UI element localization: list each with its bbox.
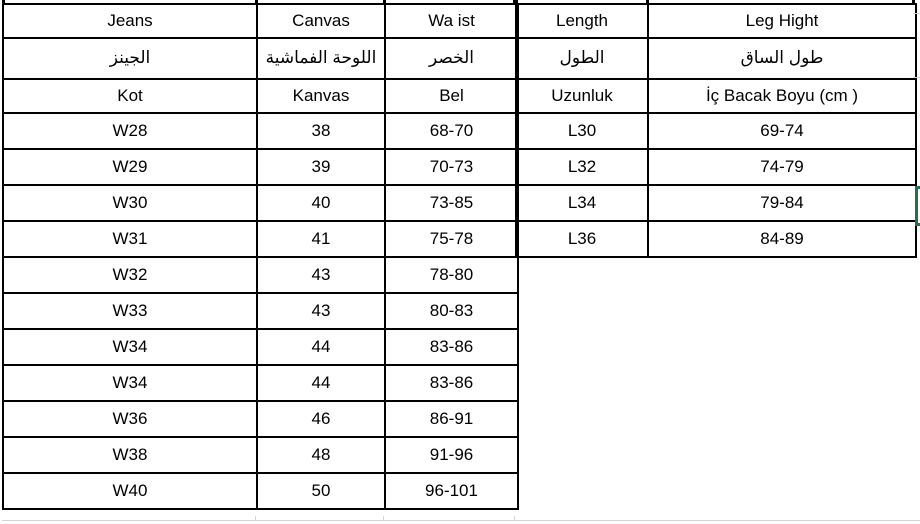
jeans-size-table — [2, 3, 519, 510]
table-cell[interactable]: 69-74 — [648, 113, 916, 149]
grid-line — [514, 516, 515, 521]
table-cell[interactable]: W34 — [3, 365, 257, 401]
table-cell[interactable]: 50 — [257, 473, 385, 509]
leg-length-table — [515, 3, 917, 258]
table-cell[interactable]: 78-80 — [385, 257, 518, 293]
header-row — [516, 79, 916, 113]
header-row — [516, 38, 916, 80]
table-cell[interactable]: 46 — [257, 401, 385, 437]
table-cell[interactable]: W38 — [3, 437, 257, 473]
header-cell[interactable]: اللوحة الفماشية — [257, 38, 385, 80]
header-cell[interactable]: Leg Hight — [648, 4, 916, 38]
table-cell[interactable]: 68-70 — [385, 113, 518, 149]
grid-line — [913, 13, 920, 14]
table-cell[interactable]: W34 — [3, 329, 257, 365]
table-cell[interactable]: W30 — [3, 185, 257, 221]
table-cell[interactable]: 48 — [257, 437, 385, 473]
table-cell[interactable]: W31 — [3, 221, 257, 257]
header-cell[interactable]: الخصر — [385, 38, 518, 80]
grid-border-stub — [513, 0, 518, 4]
table-row — [516, 149, 916, 185]
grid-border-stub — [383, 0, 386, 4]
grid-line — [913, 77, 920, 78]
table-row — [3, 401, 518, 437]
table-cell[interactable]: W29 — [3, 149, 257, 185]
header-cell[interactable]: Jeans — [3, 4, 257, 38]
header-row — [3, 79, 518, 113]
table-cell[interactable]: 44 — [257, 365, 385, 401]
header-cell[interactable]: الطول — [516, 38, 648, 80]
table-row — [516, 113, 916, 149]
table-row — [3, 293, 518, 329]
table-row — [3, 473, 518, 509]
grid-border-stub — [2, 0, 5, 4]
grid-border-stub — [646, 0, 649, 4]
header-cell[interactable]: طول الساق — [648, 38, 916, 80]
table-row — [516, 185, 916, 221]
header-cell[interactable]: Wa ist — [385, 4, 518, 38]
table-cell[interactable]: L36 — [516, 221, 648, 257]
table-cell[interactable]: 83-86 — [385, 365, 518, 401]
grid-line — [383, 516, 384, 521]
table-row — [3, 257, 518, 293]
table-row — [3, 185, 518, 221]
header-cell[interactable]: الجينز — [3, 38, 257, 80]
table-cell[interactable]: 70-73 — [385, 149, 518, 185]
grid-line — [255, 516, 256, 521]
table-cell[interactable]: 79-84 — [648, 185, 916, 221]
table-cell[interactable]: 73-85 — [385, 185, 518, 221]
table-cell[interactable]: 44 — [257, 329, 385, 365]
table-row — [3, 221, 518, 257]
active-cell-selection-border — [915, 186, 920, 226]
table-cell[interactable]: 91-96 — [385, 437, 518, 473]
table-cell[interactable]: 83-86 — [385, 329, 518, 365]
header-row — [516, 4, 916, 38]
grid-border-stub — [255, 0, 258, 4]
table-row — [3, 437, 518, 473]
table-row — [3, 149, 518, 185]
table-cell[interactable]: L30 — [516, 113, 648, 149]
table-row — [3, 329, 518, 365]
header-cell[interactable]: Canvas — [257, 4, 385, 38]
table-cell[interactable]: 41 — [257, 221, 385, 257]
grid-border-stub — [912, 0, 915, 4]
header-cell[interactable]: Length — [516, 4, 648, 38]
header-row — [3, 4, 518, 38]
table-cell[interactable]: W33 — [3, 293, 257, 329]
table-cell[interactable]: 96-101 — [385, 473, 518, 509]
header-cell[interactable]: Bel — [385, 79, 518, 113]
table-cell[interactable]: 43 — [257, 293, 385, 329]
table-cell[interactable]: L34 — [516, 185, 648, 221]
header-row — [3, 38, 518, 80]
table-cell[interactable]: W40 — [3, 473, 257, 509]
table-cell[interactable]: W32 — [3, 257, 257, 293]
table-cell[interactable]: W36 — [3, 401, 257, 437]
header-cell[interactable]: İç Bacak Boyu (cm ) — [648, 79, 916, 113]
table-cell[interactable]: 40 — [257, 185, 385, 221]
header-cell[interactable]: Kanvas — [257, 79, 385, 113]
table-cell[interactable]: 84-89 — [648, 221, 916, 257]
table-cell[interactable]: 43 — [257, 257, 385, 293]
table-cell[interactable]: L32 — [516, 149, 648, 185]
grid-line — [2, 520, 920, 521]
table-cell[interactable]: W28 — [3, 113, 257, 149]
table-cell[interactable]: 75-78 — [385, 221, 518, 257]
table-cell[interactable]: 38 — [257, 113, 385, 149]
header-cell[interactable]: Kot — [3, 79, 257, 113]
table-row — [3, 113, 518, 149]
table-row — [3, 365, 518, 401]
table-row — [516, 221, 916, 257]
table-cell[interactable]: 74-79 — [648, 149, 916, 185]
table-cell[interactable]: 39 — [257, 149, 385, 185]
table-cell[interactable]: 80-83 — [385, 293, 518, 329]
table-cell[interactable]: 86-91 — [385, 401, 518, 437]
header-cell[interactable]: Uzunluk — [516, 79, 648, 113]
